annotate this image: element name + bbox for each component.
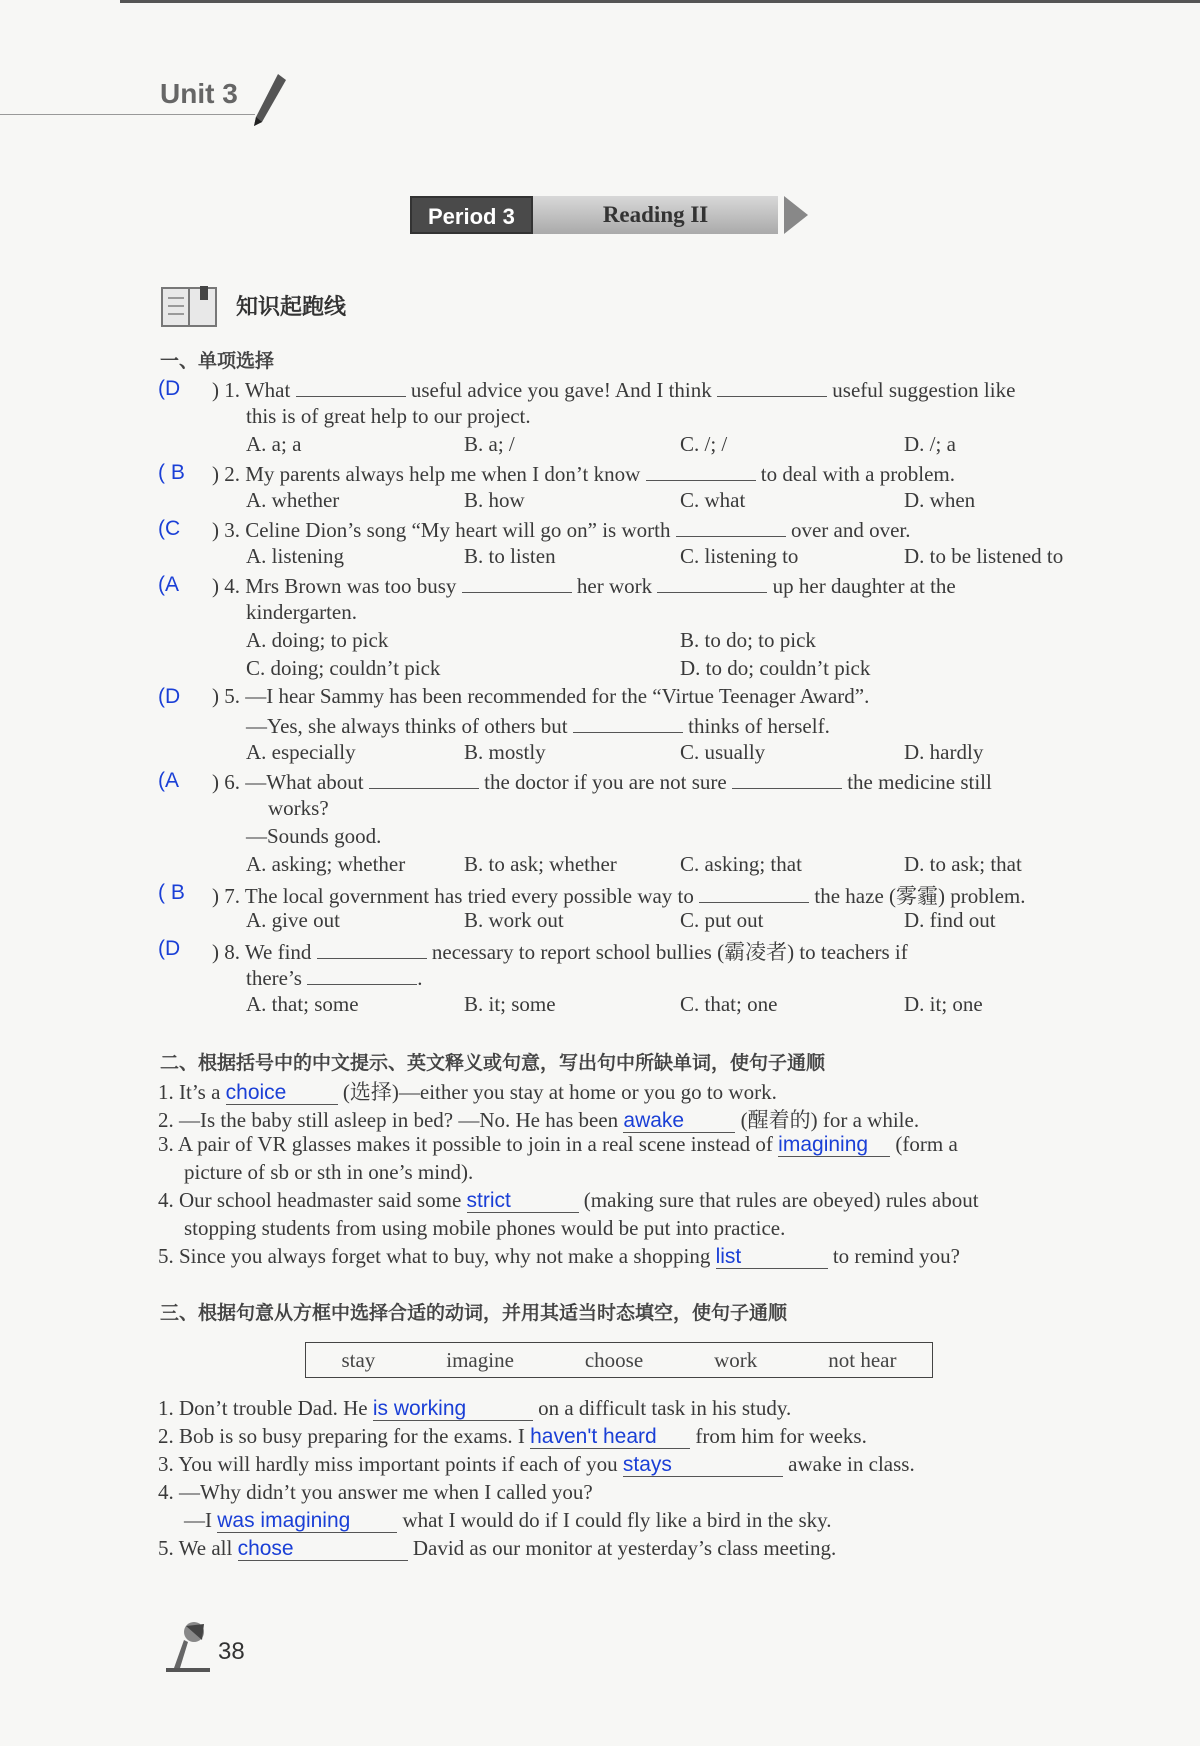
question-1-text xyxy=(212,376,1015,403)
q2-option-a: A. whether xyxy=(246,488,340,512)
question-8-text xyxy=(212,936,908,966)
p3s1-fill[interactable]: is working xyxy=(373,1398,533,1421)
question-3 xyxy=(158,516,180,541)
q5-option-d: D. hardly xyxy=(904,740,984,764)
p2s2-fill[interactable]: awake xyxy=(623,1110,735,1133)
period-banner xyxy=(410,196,808,234)
q7-option-a: A. give out xyxy=(246,908,340,932)
p2s4-text-c: stopping students from using mobile phones would be put into practice. xyxy=(184,1216,786,1240)
question-4-text xyxy=(212,572,956,599)
p3s2-fill[interactable]: haven't heard xyxy=(530,1426,690,1449)
q7-text-b: the haze (雾霾) problem. xyxy=(814,884,1026,908)
q6-option-a: A. asking; whether xyxy=(246,852,406,876)
period-label: Period 3 xyxy=(410,196,533,234)
top-border xyxy=(120,0,1200,3)
answer-6: (A xyxy=(158,769,179,792)
q6-text-a: ) 6. —What about xyxy=(212,770,364,794)
p2s5-text-a: 5. Since you always forget what to buy, why not make a shopping xyxy=(158,1244,711,1268)
q4-option-c: C. doing; couldn’t pick xyxy=(246,656,441,680)
blank[interactable] xyxy=(369,768,479,789)
p3s1-text-b: on a difficult task in his study. xyxy=(538,1396,792,1420)
q5-option-a: A. especially xyxy=(246,740,356,764)
q4-option-a: A. doing; to pick xyxy=(246,628,389,652)
q5-text-b: —Yes, she always thinks of others but xyxy=(246,714,568,738)
lesson-label: Reading II xyxy=(533,196,778,234)
blank[interactable] xyxy=(317,938,427,959)
p2s3-text-a: 3. A pair of VR glasses makes it possible to join in a real scene instead of xyxy=(158,1132,773,1156)
q1-text-c: useful suggestion like xyxy=(832,378,1016,402)
q8-option-c: C. that; one xyxy=(680,992,778,1016)
p3s2-text-a: 2. Bob is so busy preparing for the exams. I xyxy=(158,1424,525,1448)
blank[interactable] xyxy=(732,768,842,789)
q2-option-b: B. how xyxy=(464,488,525,512)
blank[interactable] xyxy=(699,882,809,903)
q6-option-d: D. to ask; that xyxy=(904,852,1022,876)
q3-option-d: D. to be listened to xyxy=(904,544,1064,568)
word-imagine: imagine xyxy=(446,1347,514,1372)
q4-text-d: kindergarten. xyxy=(246,600,357,624)
q4-text-b: her work xyxy=(576,574,653,598)
pen-icon xyxy=(248,70,290,130)
q6-text-b: the doctor if you are not sure xyxy=(484,770,727,794)
answer-7: ( B xyxy=(158,881,185,904)
q1-option-b: B. a; / xyxy=(464,432,515,456)
lamp-icon xyxy=(160,1618,216,1674)
p3s4-fill[interactable]: was imagining xyxy=(217,1510,397,1533)
q6-text-e: —Sounds good. xyxy=(246,824,382,848)
q3-text-a: ) 3. Celine Dion’s song “My heart will go on” is worth xyxy=(212,518,671,542)
answer-2: ( B xyxy=(158,461,185,484)
book-icon xyxy=(160,284,220,330)
p3-sentence-1 xyxy=(158,1396,791,1421)
q8-option-a: A. that; some xyxy=(246,992,359,1016)
arrow-right-icon xyxy=(784,196,808,234)
part2-heading: 二、根据括号中的中文提示、英文释义或句意，写出句中所缺单词，使句子通顺 xyxy=(160,1052,826,1074)
blank[interactable] xyxy=(646,460,756,481)
word-work: work xyxy=(714,1347,758,1372)
p3-sentence-4 xyxy=(184,1508,832,1533)
word-stay: stay xyxy=(341,1347,376,1372)
q5-text-c: thinks of herself. xyxy=(688,714,830,738)
p3-sentence-2 xyxy=(158,1424,867,1449)
q2-text-b: to deal with a problem. xyxy=(760,462,955,486)
p2s1-text-a: 1. It’s a xyxy=(158,1080,221,1104)
q8-option-d: D. it; one xyxy=(904,992,983,1016)
p2s4-text-b: (making sure that rules are obeyed) rules about xyxy=(583,1188,979,1212)
question-2 xyxy=(158,460,185,485)
q1-option-d: D. /; a xyxy=(904,432,956,456)
question-5 xyxy=(158,684,180,709)
q3-option-a: A. listening xyxy=(246,544,344,568)
q1-option-a: A. a; a xyxy=(246,432,302,456)
q3-option-c: C. listening to xyxy=(680,544,799,568)
question-3-text xyxy=(212,516,911,543)
p3-sentence-5 xyxy=(158,1536,836,1561)
p2s5-fill[interactable]: list xyxy=(716,1246,828,1269)
q5-option-c: C. usually xyxy=(680,740,766,764)
q3-text-b: over and over. xyxy=(790,518,911,542)
q6-text-d: works? xyxy=(268,796,329,820)
blank[interactable] xyxy=(573,712,683,733)
q1-option-c: C. /; / xyxy=(680,432,728,456)
part3-heading: 三、根据句意从方框中选择合适的动词，并用其适当时态填空，使句子通顺 xyxy=(160,1302,788,1324)
q4-option-d: D. to do; couldn’t pick xyxy=(680,656,871,680)
blank[interactable] xyxy=(307,964,417,985)
question-4 xyxy=(158,572,179,597)
p2s4-text-a: 4. Our school headmaster said some xyxy=(158,1188,462,1212)
p2-sentence-3 xyxy=(158,1132,958,1157)
q6-text-c: the medicine still xyxy=(847,770,992,794)
q7-option-d: D. find out xyxy=(904,908,996,932)
word-box xyxy=(305,1342,933,1378)
p3s5-text-b: David as our monitor at yesterday’s class meeting. xyxy=(412,1536,837,1560)
q8-text-a: ) 8. We find xyxy=(212,940,312,964)
q5-option-b: B. mostly xyxy=(464,740,546,764)
answer-1: (D xyxy=(158,377,181,400)
p2s2-text-a: 2. —Is the baby still asleep in bed? —No. He has been xyxy=(158,1108,619,1132)
word-not-hear: not hear xyxy=(828,1347,897,1372)
blank[interactable] xyxy=(657,572,767,593)
q8-option-b: B. it; some xyxy=(464,992,556,1016)
p2s3-text-c: picture of sb or sth in one’s mind). xyxy=(184,1160,474,1184)
q7-text-a: ) 7. The local government has tried every possible way to xyxy=(212,884,694,908)
question-2-text xyxy=(212,460,955,487)
unit-underline xyxy=(0,114,255,115)
p3s4-text-a: 4. —Why didn’t you answer me when I called you? xyxy=(158,1480,593,1504)
p2s3-text-b: (form a xyxy=(895,1132,958,1156)
question-6-text xyxy=(212,768,992,795)
q1-text-a: ) 1. What xyxy=(212,378,291,402)
p2-sentence-4 xyxy=(158,1188,979,1213)
q8-text-b: necessary to report school bullies (霸凌者) to teachers if xyxy=(431,940,908,964)
p2-sentence-2 xyxy=(158,1104,919,1134)
answer-5: (D xyxy=(158,685,181,708)
p2s5-text-b: to remind you? xyxy=(832,1244,960,1268)
p3s3-fill[interactable]: stays xyxy=(623,1454,783,1477)
question-5-text xyxy=(246,712,830,739)
q2-option-c: C. what xyxy=(680,488,746,512)
q8-text-c: there’s xyxy=(246,966,302,990)
word-choose: choose xyxy=(584,1347,644,1372)
part1-heading: 一、单项选择 xyxy=(160,350,275,372)
p3s3-text-a: 3. You will hardly miss important points if each of you xyxy=(158,1452,618,1476)
q1-text-d: this is of great help to our project. xyxy=(246,404,531,428)
p3-sentence-3 xyxy=(158,1452,915,1477)
blank[interactable] xyxy=(296,376,406,397)
p2-sentence-1 xyxy=(158,1076,777,1106)
blank[interactable] xyxy=(462,572,572,593)
q2-option-d: D. when xyxy=(904,488,976,512)
q3-option-b: B. to listen xyxy=(464,544,556,568)
blank[interactable] xyxy=(717,376,827,397)
p2s3-fill[interactable]: imagining xyxy=(778,1134,890,1157)
p2s1-fill[interactable]: choice xyxy=(226,1082,338,1105)
q4-text-a: ) 4. Mrs Brown was too busy xyxy=(212,574,457,598)
blank[interactable] xyxy=(676,516,786,537)
q2-text-a: ) 2. My parents always help me when I don’t know xyxy=(212,462,641,486)
p3s3-text-b: awake in class. xyxy=(788,1452,915,1476)
q1-text-b: useful advice you gave! And I think xyxy=(410,378,712,402)
q4-option-b: B. to do; to pick xyxy=(680,628,816,652)
p2s4-fill[interactable]: strict xyxy=(467,1190,579,1213)
p2s1-text-b: (选择)—either you stay at home or you go to work. xyxy=(342,1080,777,1104)
p3s1-text-a: 1. Don’t trouble Dad. He xyxy=(158,1396,368,1420)
q4-text-c: up her daughter at the xyxy=(772,574,956,598)
question-7-text xyxy=(212,880,1026,910)
q6-option-c: C. asking; that xyxy=(680,852,802,876)
answer-3: (C xyxy=(158,517,181,540)
q5-text-a: ) 5. —I hear Sammy has been recommended for the “Virtue Teenager Award”. xyxy=(212,684,870,708)
q8-text-d: . xyxy=(417,966,423,990)
question-7 xyxy=(158,880,185,905)
answer-4: (A xyxy=(158,573,179,596)
question-6 xyxy=(158,768,179,793)
p3s2-text-b: from him for weeks. xyxy=(695,1424,867,1448)
q6-option-b: B. to ask; whether xyxy=(464,852,617,876)
question-8 xyxy=(158,936,180,961)
p3s5-fill[interactable]: chose xyxy=(238,1538,408,1561)
q7-option-c: C. put out xyxy=(680,908,764,932)
question-8-text-2 xyxy=(246,964,422,991)
section-title: 知识起跑线 xyxy=(236,295,347,320)
unit-title: Unit 3 xyxy=(160,78,238,109)
page-number: 38 xyxy=(218,1638,245,1665)
q7-option-b: B. work out xyxy=(464,908,564,932)
p2s2-text-b: (醒着的) for a while. xyxy=(740,1108,920,1132)
question-1 xyxy=(158,376,180,401)
p3s5-text-a: 5. We all xyxy=(158,1536,233,1560)
answer-8: (D xyxy=(158,937,181,960)
p3s4-text-b: what I would do if I could fly like a bird in the sky. xyxy=(402,1508,832,1532)
p3s4-text-c: —I xyxy=(184,1508,212,1532)
p2-sentence-5 xyxy=(158,1244,960,1269)
